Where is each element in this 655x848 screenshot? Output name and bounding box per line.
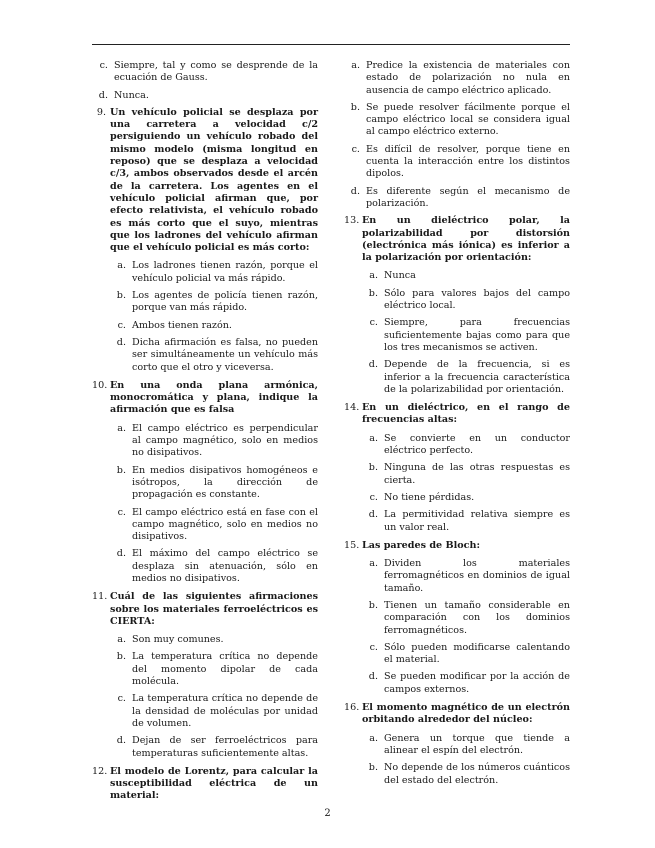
- option-item: [362, 462, 570, 487]
- question-text: Un vehículo policial se desplaza por una carretera a velocidad c/2 persiguiendo un vehículo robado del mismo modelo (misma longitud en reposo) que se desplaza a velocidad c/3, ambos observados desde el arcén de la carretera. Los agentes en el vehículo policial afirman que, por efecto relativista, el vehículo robado es más corto que el suyo, mientras que los ladrones del vehículo afirman que el vehículo policial es más corto:: [110, 106, 318, 254]
- option-item: [362, 359, 570, 396]
- option-item: [92, 90, 318, 102]
- option-letter: b.: [368, 762, 378, 774]
- option-letter: b.: [368, 599, 378, 611]
- option-item: [362, 270, 570, 282]
- question-text: Cuál de las siguientes afirmaciones sobre los materiales ferroeléctricos es CIERTA:: [110, 591, 318, 627]
- option-letter: d.: [368, 359, 378, 371]
- option-item: [110, 634, 318, 646]
- option-text: Nunca: [384, 270, 416, 282]
- question-text: En un dieléctrico, en el rango de frecuencias altas:: [362, 402, 570, 426]
- option-item: [344, 186, 570, 211]
- question-number: 13.: [344, 215, 360, 227]
- option-item: [362, 600, 570, 637]
- option-text: Ninguna de las otras respuestas es cierta.: [384, 462, 570, 486]
- option-text: Son muy comunes.: [132, 634, 224, 646]
- option-letter: b.: [368, 287, 378, 299]
- option-letter: d.: [368, 671, 378, 683]
- option-text: No depende de los números cuánticos del estado del electrón.: [384, 762, 570, 786]
- option-letter: c.: [117, 319, 126, 331]
- option-item: [92, 60, 318, 85]
- option-text: Ambos tienen razón.: [132, 319, 232, 331]
- option-text: Es diferente según el mecanismo de polarización.: [366, 185, 570, 209]
- question-text: En una onda plana armónica, monocromática y plana, indique la afirmación que es falsa: [110, 379, 318, 416]
- option-item: [110, 337, 318, 374]
- option-letter: a.: [369, 558, 378, 570]
- question-9: [92, 107, 318, 374]
- option-text: Nunca.: [114, 89, 149, 101]
- option-letter: d.: [98, 89, 108, 101]
- option-letter: a.: [369, 432, 378, 444]
- question-text: Las paredes de Bloch:: [362, 539, 481, 551]
- question-13: [344, 215, 570, 396]
- option-letter: a.: [351, 60, 360, 71]
- question-10: [92, 380, 318, 585]
- option-item: [362, 288, 570, 313]
- right-column: [344, 60, 570, 793]
- question-number: 16.: [344, 702, 360, 714]
- header-rule: [92, 44, 570, 45]
- continued-options: [92, 60, 318, 102]
- option-text: Dicha afirmación es falsa, no pueden ser simultáneamente un vehículo más corto que el otro y viceversa.: [132, 336, 318, 373]
- question-number: 10.: [92, 379, 108, 391]
- option-text: La temperatura crítica no depende del momento dipolar de cada molécula.: [132, 651, 318, 688]
- question-text: El momento magnético de un electrón orbitando alrededor del núcleo:: [362, 702, 570, 726]
- question-11: [92, 591, 318, 760]
- option-text: Tienen un tamaño considerable en comparación con los dominios ferromagnéticos.: [384, 599, 570, 636]
- option-item: [362, 492, 570, 504]
- option-text: Sólo para valores bajos del campo eléctrico local.: [384, 287, 570, 312]
- option-item: [110, 465, 318, 502]
- question-number: 14.: [344, 402, 360, 414]
- option-item: [362, 558, 570, 595]
- option-item: [362, 433, 570, 458]
- question-number: 11.: [92, 591, 108, 603]
- option-text: Es difícil de resolver, porque tiene en cuenta la interacción entre los distintos dipolos.: [366, 143, 570, 180]
- option-letter: c.: [99, 60, 108, 71]
- option-text: En medios disipativos homogéneos e isótropos, la dirección de propagación es constante.: [132, 464, 318, 501]
- option-item: [110, 651, 318, 688]
- option-item: [344, 102, 570, 139]
- option-letter: b.: [116, 464, 126, 476]
- option-text: Predice la existencia de materiales con estado de polarización no nula en ausencia de campo eléctrico aplicado.: [366, 60, 570, 96]
- option-letter: d.: [116, 336, 126, 348]
- question-text: El modelo de Lorentz, para calcular la susceptibilidad eléctrica de un material:: [110, 765, 318, 802]
- option-item: [362, 317, 570, 354]
- question-number: 9.: [96, 106, 106, 118]
- option-text: Se pueden modificar por la acción de campos externos.: [384, 671, 570, 695]
- option-text: Se convierte en un conductor eléctrico perfecto.: [384, 432, 570, 457]
- left-column: [92, 60, 318, 809]
- option-item: [344, 60, 570, 97]
- option-item: [362, 671, 570, 696]
- option-text: La temperatura crítica no depende de la densidad de moléculas por unidad de volumen.: [132, 693, 318, 729]
- option-item: [110, 423, 318, 460]
- page-number: 2: [324, 808, 331, 819]
- option-letter: c.: [369, 317, 378, 329]
- option-letter: a.: [117, 260, 126, 272]
- option-item: [362, 509, 570, 534]
- option-letter: a.: [369, 732, 378, 744]
- option-item: [362, 762, 570, 787]
- option-letter: c.: [117, 506, 126, 518]
- option-text: Los ladrones tienen razón, porque el vehículo policial va más rápido.: [132, 260, 318, 284]
- option-text: La permitividad relativa siempre es un valor real.: [384, 509, 570, 533]
- option-text: Sólo pueden modificarse calentando el material.: [384, 641, 570, 666]
- option-item: [110, 290, 318, 315]
- option-letter: c.: [369, 641, 378, 653]
- option-item: [110, 693, 318, 730]
- option-text: No tiene pérdidas.: [384, 491, 475, 503]
- option-text: El máximo del campo eléctrico se desplaza sin atenuación, sólo en medios no disipativos.: [132, 548, 318, 584]
- option-letter: a.: [117, 422, 126, 434]
- option-letter: b.: [116, 290, 126, 302]
- option-letter: b.: [368, 462, 378, 474]
- option-letter: c.: [351, 143, 360, 155]
- option-item: [110, 735, 318, 760]
- question-12: [92, 766, 318, 803]
- option-text: El campo eléctrico está en fase con el campo magnético, solo en medios no disipativos.: [132, 506, 318, 543]
- question-15: [344, 540, 570, 696]
- option-letter: b.: [350, 101, 360, 113]
- option-text: Genera un torque que tiende a alinear el espín del electrón.: [384, 732, 570, 756]
- option-letter: a.: [369, 270, 378, 282]
- option-item: [110, 548, 318, 585]
- option-text: El campo eléctrico es perpendicular al campo magnético, solo en medios no disipativos.: [132, 422, 318, 459]
- option-letter: d.: [350, 185, 360, 197]
- option-item: [110, 507, 318, 544]
- option-letter: c.: [117, 693, 126, 705]
- option-item: [110, 260, 318, 285]
- continued-options: [344, 60, 570, 210]
- option-item: [362, 733, 570, 758]
- option-letter: d.: [116, 548, 126, 560]
- option-text: Se puede resolver fácilmente porque el campo eléctrico local se considera igual al campo eléctrico externo.: [366, 101, 570, 138]
- option-text: Siempre, tal y como se desprende de la ecuación de Gauss.: [114, 60, 318, 84]
- option-letter: d.: [116, 735, 126, 747]
- option-text: Depende de la frecuencia, si es inferior a la frecuencia característica de la polarizabilidad por orientación.: [384, 359, 570, 395]
- option-letter: d.: [368, 509, 378, 521]
- option-letter: b.: [116, 651, 126, 663]
- question-text: En un dieléctrico polar, la polarizabilidad por distorsión (electrónica más iónica) es inferior a la polarización por orientación:: [362, 215, 570, 264]
- option-item: [344, 144, 570, 181]
- question-number: 12.: [92, 765, 108, 777]
- option-text: Los agentes de policía tienen razón, porque van más rápido.: [132, 290, 318, 314]
- question-16: [344, 702, 570, 787]
- option-letter: a.: [117, 634, 126, 646]
- option-letter: c.: [369, 491, 378, 503]
- option-text: Dejan de ser ferroeléctricos para temperaturas suficientemente altas.: [132, 735, 318, 759]
- question-number: 15.: [344, 539, 360, 551]
- option-text: Siempre, para frecuencias suficientemente bajas como para que los tres mecanismos se activen.: [384, 317, 570, 353]
- option-item: [362, 642, 570, 667]
- option-text: Dividen los materiales ferromagnéticos en dominios de igual tamaño.: [384, 558, 570, 594]
- question-14: [344, 402, 570, 534]
- option-item: [110, 320, 318, 332]
